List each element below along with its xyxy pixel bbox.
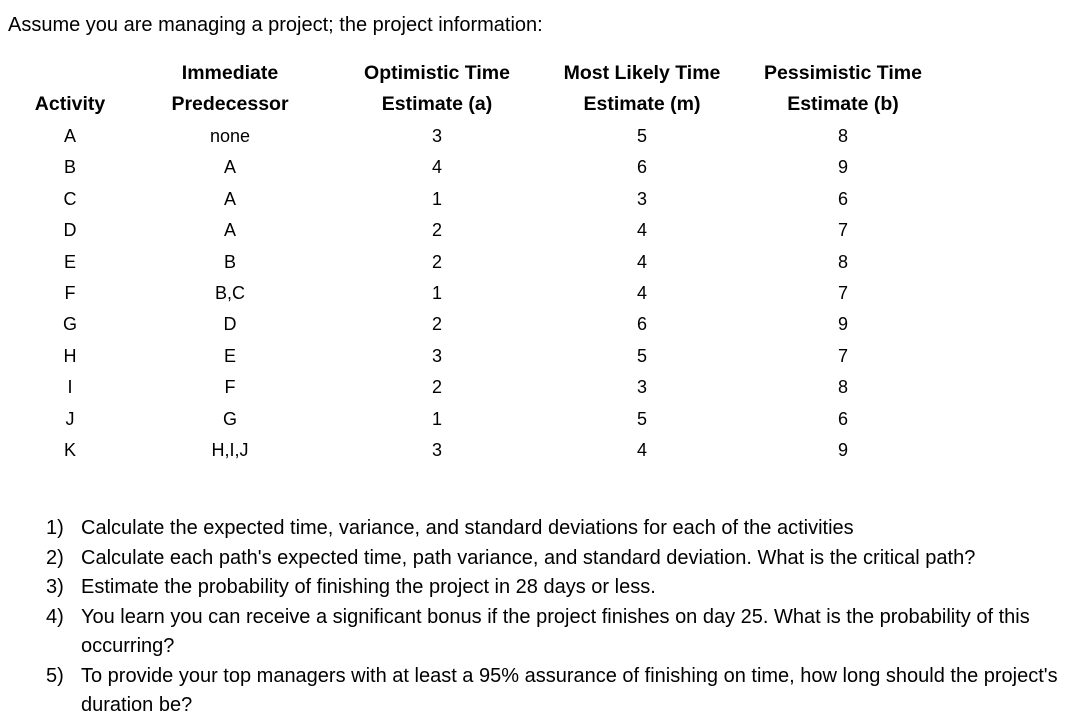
predecessor-cell: A xyxy=(223,157,237,178)
question-item xyxy=(0,603,1078,662)
question-number: 3) xyxy=(46,576,64,598)
optimistic-cell: 3 xyxy=(431,440,443,460)
pessimistic-cell: 8 xyxy=(837,377,849,398)
most-likely-cell: 6 xyxy=(636,314,648,335)
question-text: Calculate the expected time, variance, and standard deviations for each of the activities xyxy=(81,517,854,539)
header-most-likely-line2: Estimate (m) xyxy=(583,93,701,115)
optimistic-cell: 4 xyxy=(431,157,443,178)
optimistic-cell: 3 xyxy=(431,345,443,366)
optimistic-cell: 2 xyxy=(431,314,443,335)
predecessor-cell: B xyxy=(223,251,237,272)
question-item xyxy=(0,544,1078,574)
optimistic-cell: 2 xyxy=(431,251,443,272)
question-text: Estimate the probability of finishing the project in 28 days or less. xyxy=(81,576,656,598)
predecessor-cell: A xyxy=(223,188,237,209)
question-text: To provide your top managers with at least a 95% assurance of finishing on time, how long should the project's duration be? xyxy=(81,664,1058,716)
intro-text: Assume you are managing a project; the project information: xyxy=(8,14,543,36)
optimistic-cell: 1 xyxy=(431,188,443,209)
most-likely-cell: 4 xyxy=(636,251,648,272)
question-number: 2) xyxy=(46,546,64,569)
question-item xyxy=(0,573,1078,603)
predecessor-cell: B,C xyxy=(214,283,246,303)
predecessor-cell: G xyxy=(222,408,238,429)
most-likely-cell: 3 xyxy=(636,188,648,209)
pessimistic-cell: 9 xyxy=(837,314,849,335)
activity-cell: D xyxy=(63,220,77,241)
header-predecessor-line2: Predecessor xyxy=(171,93,289,115)
question-text: Calculate each path's expected time, path variance, and standard deviation. What is the critical path? xyxy=(81,546,976,569)
activity-cell: K xyxy=(63,440,77,460)
header-optimistic-line2: Estimate (a) xyxy=(381,93,493,115)
optimistic-cell: 2 xyxy=(431,220,443,241)
pessimistic-cell: 7 xyxy=(837,220,849,241)
optimistic-cell: 3 xyxy=(431,126,443,146)
predecessor-cell: A xyxy=(223,220,237,241)
pessimistic-cell: 7 xyxy=(837,283,849,303)
pessimistic-cell: 9 xyxy=(837,157,849,178)
question-list xyxy=(0,514,1078,721)
activity-cell: G xyxy=(62,314,78,335)
header-pessimistic-line1: Pessimistic Time xyxy=(764,62,922,84)
pessimistic-cell: 6 xyxy=(837,188,849,209)
most-likely-cell: 3 xyxy=(636,377,648,398)
activity-cell: F xyxy=(64,283,76,303)
optimistic-cell: 1 xyxy=(431,283,443,303)
header-most-likely-line1: Most Likely Time xyxy=(563,62,721,84)
predecessor-cell: none xyxy=(209,126,251,146)
predecessor-cell: F xyxy=(224,377,236,398)
activity-cell: I xyxy=(67,377,73,398)
header-pessimistic-line2: Estimate (b) xyxy=(787,93,899,115)
most-likely-cell: 4 xyxy=(636,220,648,241)
most-likely-cell: 4 xyxy=(636,440,648,460)
header-activity: Activity xyxy=(34,93,106,115)
optimistic-cell: 1 xyxy=(431,408,443,429)
pessimistic-cell: 8 xyxy=(837,251,849,272)
most-likely-cell: 5 xyxy=(636,345,648,366)
activity-cell: C xyxy=(63,188,77,209)
header-predecessor-line1: Immediate xyxy=(181,62,279,84)
most-likely-cell: 5 xyxy=(636,126,648,146)
header-optimistic-line1: Optimistic Time xyxy=(364,62,510,84)
activity-cell: A xyxy=(63,126,77,146)
optimistic-cell: 2 xyxy=(431,377,443,398)
predecessor-cell: H,I,J xyxy=(211,440,249,460)
pessimistic-cell: 9 xyxy=(837,440,849,460)
pessimistic-cell: 6 xyxy=(837,408,849,429)
question-item xyxy=(0,514,1078,544)
question-number: 4) xyxy=(46,605,64,628)
most-likely-cell: 6 xyxy=(636,157,648,178)
activity-cell: H xyxy=(63,345,77,366)
pessimistic-cell: 7 xyxy=(837,345,849,366)
pessimistic-cell: 8 xyxy=(837,126,849,146)
question-number: 1) xyxy=(46,517,64,539)
activity-cell: B xyxy=(63,157,77,178)
question-text: You learn you can receive a significant bonus if the project finishes on day 25. What is the probability of this occurring? xyxy=(81,605,1030,657)
activity-cell: E xyxy=(63,251,77,272)
most-likely-cell: 5 xyxy=(636,408,648,429)
predecessor-cell: E xyxy=(223,345,237,366)
most-likely-cell: 4 xyxy=(636,283,648,303)
activity-cell: J xyxy=(65,408,75,429)
question-number: 5) xyxy=(46,664,64,687)
question-item xyxy=(0,662,1078,721)
predecessor-cell: D xyxy=(223,314,237,335)
